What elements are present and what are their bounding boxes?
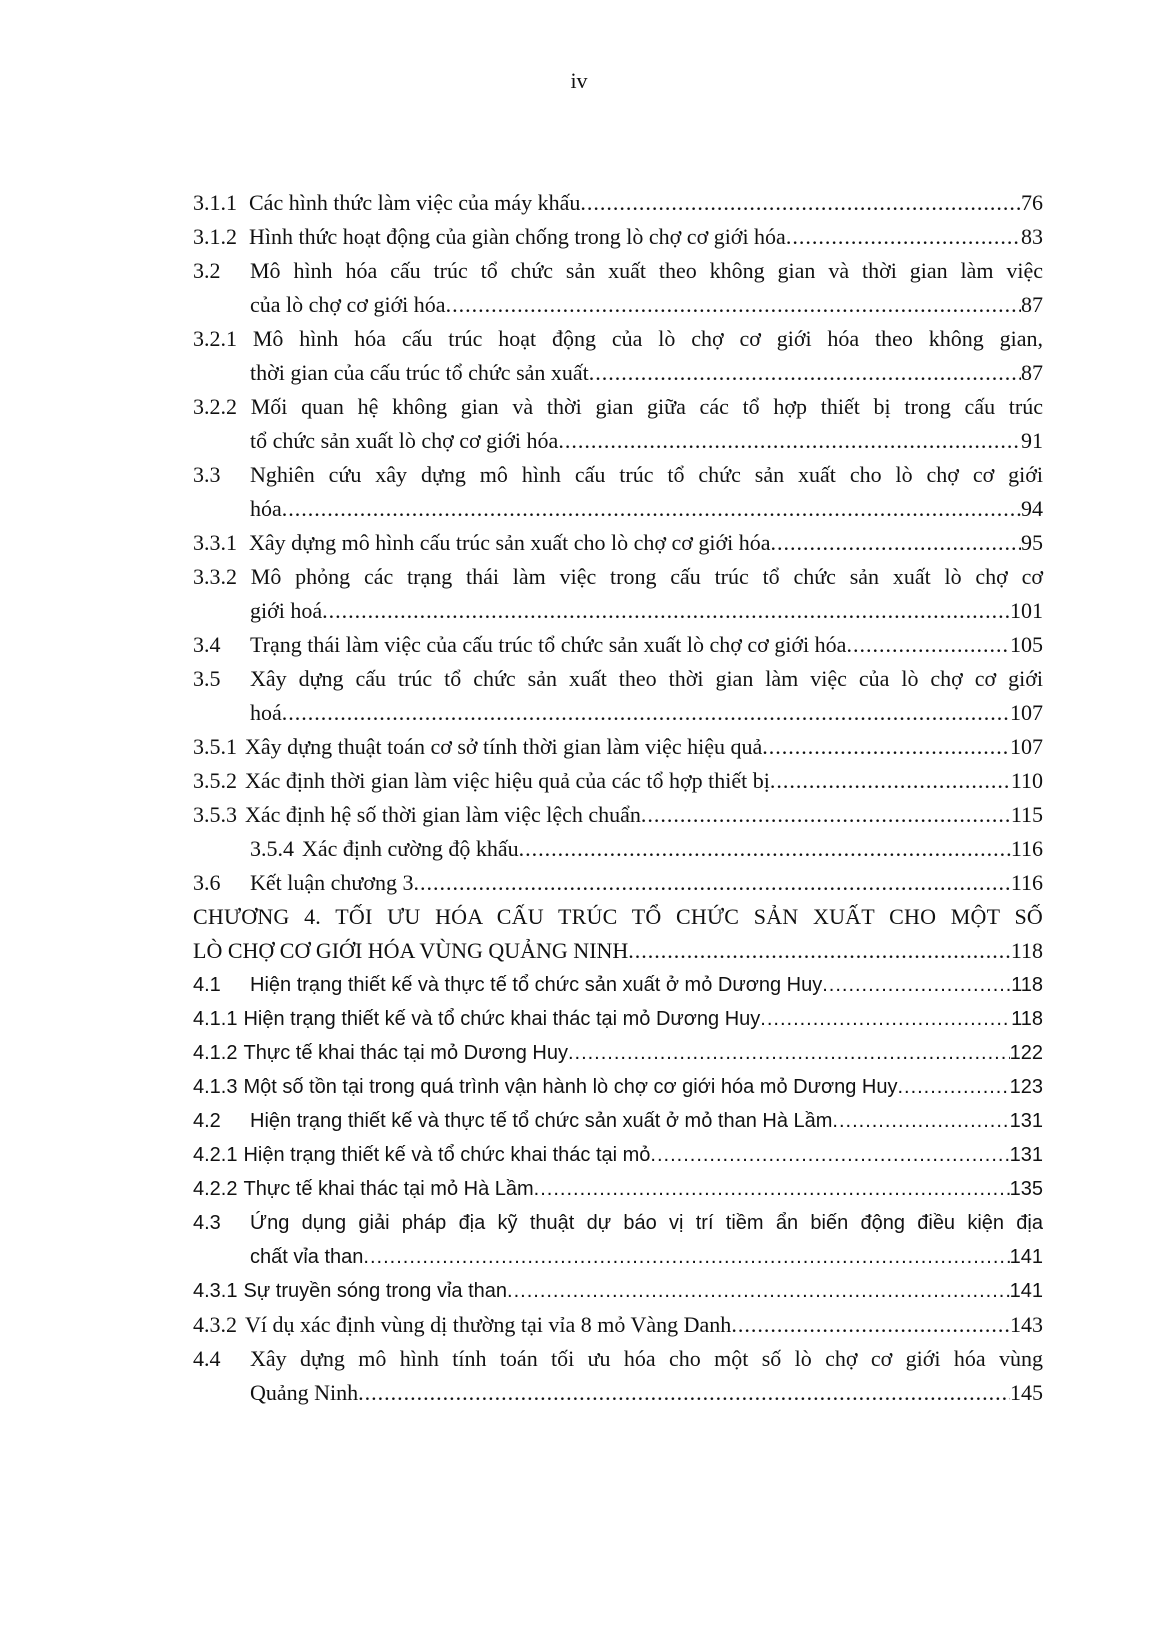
toc-number: 4.1.2 (193, 1042, 238, 1064)
leader-dots (568, 1036, 1010, 1070)
toc-page: 145 (1010, 1380, 1043, 1405)
toc-page: 101 (1010, 598, 1043, 623)
toc-page: 118 (1010, 938, 1043, 963)
toc-page: 141 (1009, 1280, 1043, 1302)
toc-number: 3.3.1 (193, 530, 237, 555)
leader-dots (897, 1070, 1009, 1104)
toc-title: Xác định thời gian làm việc hiệu quả của các tổ hợp thiết bị (245, 768, 770, 793)
toc-number: 4.1.1 (193, 1008, 238, 1030)
toc-number: 4.3.2 (193, 1312, 237, 1337)
leader-dots (413, 866, 1010, 900)
toc-title: Mô hình hóa cấu trúc tổ chức sản xuất theo không gian và thời gian làm việc (250, 258, 1043, 283)
toc-page: 87 (1021, 292, 1043, 317)
toc-title: Trạng thái làm việc của cấu trúc tổ chức sản xuất lò chợ cơ giới hóa (250, 632, 847, 657)
toc-number: 3.5.3 (193, 802, 237, 827)
toc-title: Hiện trạng thiết kế và tổ chức khai thác tại mỏ (243, 1144, 651, 1166)
toc-page: 116 (1010, 836, 1043, 861)
toc-number: 3.2.1 (193, 326, 237, 351)
toc-page: 118 (1011, 1008, 1043, 1030)
leader-dots (650, 1138, 1009, 1172)
toc-entry-3-2-1[interactable] (193, 322, 1043, 390)
toc-entry-4-3[interactable] (193, 1206, 1043, 1274)
toc-entry-3-1-1[interactable] (193, 186, 1043, 220)
toc-number: 3.2 (193, 258, 221, 283)
toc-title-cont: chất vỉa than (250, 1246, 364, 1268)
toc-entry-3-2[interactable] (193, 254, 1043, 322)
toc-number: 3.3 (193, 462, 221, 487)
toc-title: Xây dựng mô hình cấu trúc sản xuất cho lò chợ cơ giới hóa (249, 530, 771, 555)
leader-dots (762, 730, 1010, 764)
toc-title-cont: của lò chợ cơ giới hóa (250, 292, 446, 317)
leader-dots (771, 526, 1021, 560)
toc-page: 131 (1009, 1144, 1043, 1166)
toc-entry-3-5-3[interactable] (193, 798, 1043, 832)
toc-number: 3.5.2 (193, 768, 237, 793)
toc-entry-4-3-1[interactable] (193, 1274, 1043, 1308)
toc-number: 4.3 (193, 1212, 221, 1234)
toc-page: 123 (1009, 1076, 1043, 1098)
table-of-contents (193, 186, 1043, 1410)
toc-title: Hiện trạng thiết kế và tổ chức khai thác tại mỏ Dương Huy (243, 1008, 761, 1030)
toc-title-cont: giới hoá (250, 598, 323, 623)
toc-title: Hiện trạng thiết kế và thực tế tổ chức sản xuất ở mỏ than Hà Lầm (250, 1110, 833, 1132)
leader-dots (446, 288, 1021, 322)
toc-number: 4.1 (193, 974, 221, 996)
toc-number: 3.5.1 (193, 734, 237, 759)
toc-title: Thực tế khai thác tại mỏ Dương Huy (243, 1042, 568, 1064)
leader-dots (589, 356, 1021, 390)
toc-number: 4.3.1 (193, 1280, 238, 1302)
toc-entry-3-3[interactable] (193, 458, 1043, 526)
toc-number: 4.1.3 (193, 1076, 238, 1098)
toc-title: Mô hình hóa cấu trúc hoạt động của lò chợ cơ giới hóa theo không gian, (252, 326, 1043, 351)
toc-entry-3-1-2[interactable] (193, 220, 1043, 254)
toc-page: 122 (1009, 1042, 1043, 1064)
toc-title: Xác định hệ số thời gian làm việc lệch chuẩn (245, 802, 641, 827)
toc-title: Xây dựng thuật toán cơ sở tính thời gian làm việc hiệu quả (245, 734, 763, 759)
toc-entry-3-3-1[interactable] (193, 526, 1043, 560)
toc-title-cont: hoá (250, 700, 282, 725)
toc-entry-3-4[interactable] (193, 628, 1043, 662)
toc-number: 3.1.1 (193, 190, 237, 215)
toc-title: Sự truyền sóng trong vỉa than (243, 1280, 508, 1302)
toc-title: Mô phỏng các trạng thái làm việc trong cấu trúc tổ chức sản xuất lò chợ cơ (250, 564, 1044, 589)
toc-entry-3-5-2[interactable] (193, 764, 1043, 798)
toc-number: 4.4 (193, 1346, 221, 1371)
toc-entry-4-1-1[interactable] (193, 1002, 1043, 1036)
toc-title: Ứng dụng giải pháp địa kỹ thuật dự báo vị trí tiềm ẩn biến động điều kiện địa (250, 1212, 1043, 1234)
leader-dots (322, 594, 1010, 628)
toc-entry-4-1-2[interactable] (193, 1036, 1043, 1070)
toc-page: 87 (1021, 360, 1043, 385)
toc-page: 76 (1021, 190, 1043, 215)
leader-dots (363, 1240, 1009, 1274)
toc-entry-4-2-2[interactable] (193, 1172, 1043, 1206)
toc-title: Xác định cường độ khấu (302, 836, 519, 861)
leader-dots (731, 1308, 1010, 1342)
toc-page: 83 (1021, 224, 1043, 249)
toc-entry-4-1-3[interactable] (193, 1070, 1043, 1104)
toc-entry-3-5-4[interactable] (193, 832, 1043, 866)
toc-number: 3.4 (193, 632, 221, 657)
page-number: iv (570, 68, 588, 93)
toc-title-cont: tổ chức sản xuất lò chợ cơ giới hóa (250, 428, 559, 453)
toc-number: 3.1.2 (193, 224, 237, 249)
toc-entry-4-2-1[interactable] (193, 1138, 1043, 1172)
leader-dots (628, 934, 1011, 968)
toc-title: Các hình thức làm việc của máy khấu (249, 190, 581, 215)
toc-title-cont: thời gian của cấu trúc tổ chức sản xuất (250, 360, 589, 385)
leader-dots (507, 1274, 1010, 1308)
toc-entry-4-4[interactable] (193, 1342, 1043, 1410)
toc-number: 4.2.2 (193, 1178, 238, 1200)
toc-entry-4-1[interactable] (193, 968, 1043, 1002)
leader-dots (558, 424, 1021, 458)
toc-page: 94 (1021, 496, 1043, 521)
toc-page: 131 (1009, 1110, 1043, 1132)
toc-page: 95 (1021, 530, 1043, 555)
toc-page: 143 (1010, 1312, 1043, 1337)
toc-title: Thực tế khai thác tại mỏ Hà Lầm (243, 1178, 534, 1200)
toc-title: CHƯƠNG 4. TỐI ƯU HÓA CẤU TRÚC TỔ CHỨC SẢN XUẤT CHO MỘT SỐ (193, 904, 1043, 929)
toc-page: 107 (1010, 734, 1043, 759)
leader-dots (519, 832, 1011, 866)
toc-page: 107 (1010, 700, 1043, 725)
toc-entry-3-5-1[interactable] (193, 730, 1043, 764)
leader-dots (358, 1376, 1010, 1410)
toc-title: Xây dựng mô hình tính toán tối ưu hóa cho một số lò chợ cơ giới hóa vùng (250, 1346, 1043, 1371)
leader-dots (534, 1172, 1010, 1206)
leader-dots (770, 764, 1011, 798)
toc-entry-3-5[interactable] (193, 662, 1043, 730)
toc-page: 110 (1010, 768, 1043, 793)
toc-number: 4.2.1 (193, 1144, 238, 1166)
toc-title: Kết luận chương 3 (250, 870, 414, 895)
toc-title: Nghiên cứu xây dựng mô hình cấu trúc tổ chức sản xuất cho lò chợ cơ giới (250, 462, 1043, 487)
toc-entry-4-2[interactable] (193, 1104, 1043, 1138)
toc-page: 91 (1021, 428, 1043, 453)
toc-entry-3-6[interactable] (193, 866, 1043, 900)
toc-title: Xây dựng cấu trúc tổ chức sản xuất theo thời gian làm việc của lò chợ cơ giới (250, 666, 1043, 691)
toc-title-cont: hóa (250, 496, 282, 521)
toc-number: 3.5.4 (250, 836, 294, 861)
toc-page: 135 (1009, 1178, 1043, 1200)
leader-dots (846, 628, 1010, 662)
leader-dots (282, 696, 1010, 730)
leader-dots (760, 1002, 1011, 1036)
toc-page: 105 (1010, 632, 1043, 657)
toc-title-cont: Quảng Ninh (250, 1380, 359, 1405)
toc-entry-3-2-2[interactable] (193, 390, 1043, 458)
toc-entry-4-3-2[interactable] (193, 1308, 1043, 1342)
toc-page: 141 (1009, 1246, 1043, 1268)
toc-number: 3.6 (193, 870, 221, 895)
leader-dots (822, 968, 1011, 1002)
leader-dots (832, 1104, 1009, 1138)
toc-entry-chapter-4[interactable] (193, 900, 1043, 968)
toc-number: 3.2.2 (193, 394, 237, 419)
leader-dots (786, 220, 1021, 254)
toc-title: Hình thức hoạt động của giàn chống trong lò chợ cơ giới hóa (249, 224, 786, 249)
toc-number: 3.3.2 (193, 564, 237, 589)
toc-title: Hiện trạng thiết kế và thực tế tổ chức sản xuất ở mỏ Dương Huy (250, 974, 823, 996)
leader-dots (282, 492, 1021, 526)
toc-title-cont: LÒ CHỢ CƠ GIỚI HÓA VÙNG QUẢNG NINH (193, 938, 629, 963)
leader-dots (580, 186, 1021, 220)
leader-dots (641, 798, 1011, 832)
toc-page: 118 (1011, 974, 1043, 996)
toc-title: Mối quan hệ không gian và thời gian giữa các tổ hợp thiết bị trong cấu trúc (250, 394, 1043, 419)
toc-number: 4.2 (193, 1110, 221, 1132)
toc-entry-3-3-2[interactable] (193, 560, 1043, 628)
toc-title: Một số tồn tại trong quá trình vận hành lò chợ cơ giới hóa mỏ Dương Huy (243, 1076, 898, 1098)
toc-title: Ví dụ xác định vùng dị thường tại vỉa 8 mỏ Vàng Danh (245, 1312, 732, 1337)
toc-number: 3.5 (193, 666, 221, 691)
toc-page: 115 (1010, 802, 1043, 827)
toc-page: 116 (1010, 870, 1043, 895)
